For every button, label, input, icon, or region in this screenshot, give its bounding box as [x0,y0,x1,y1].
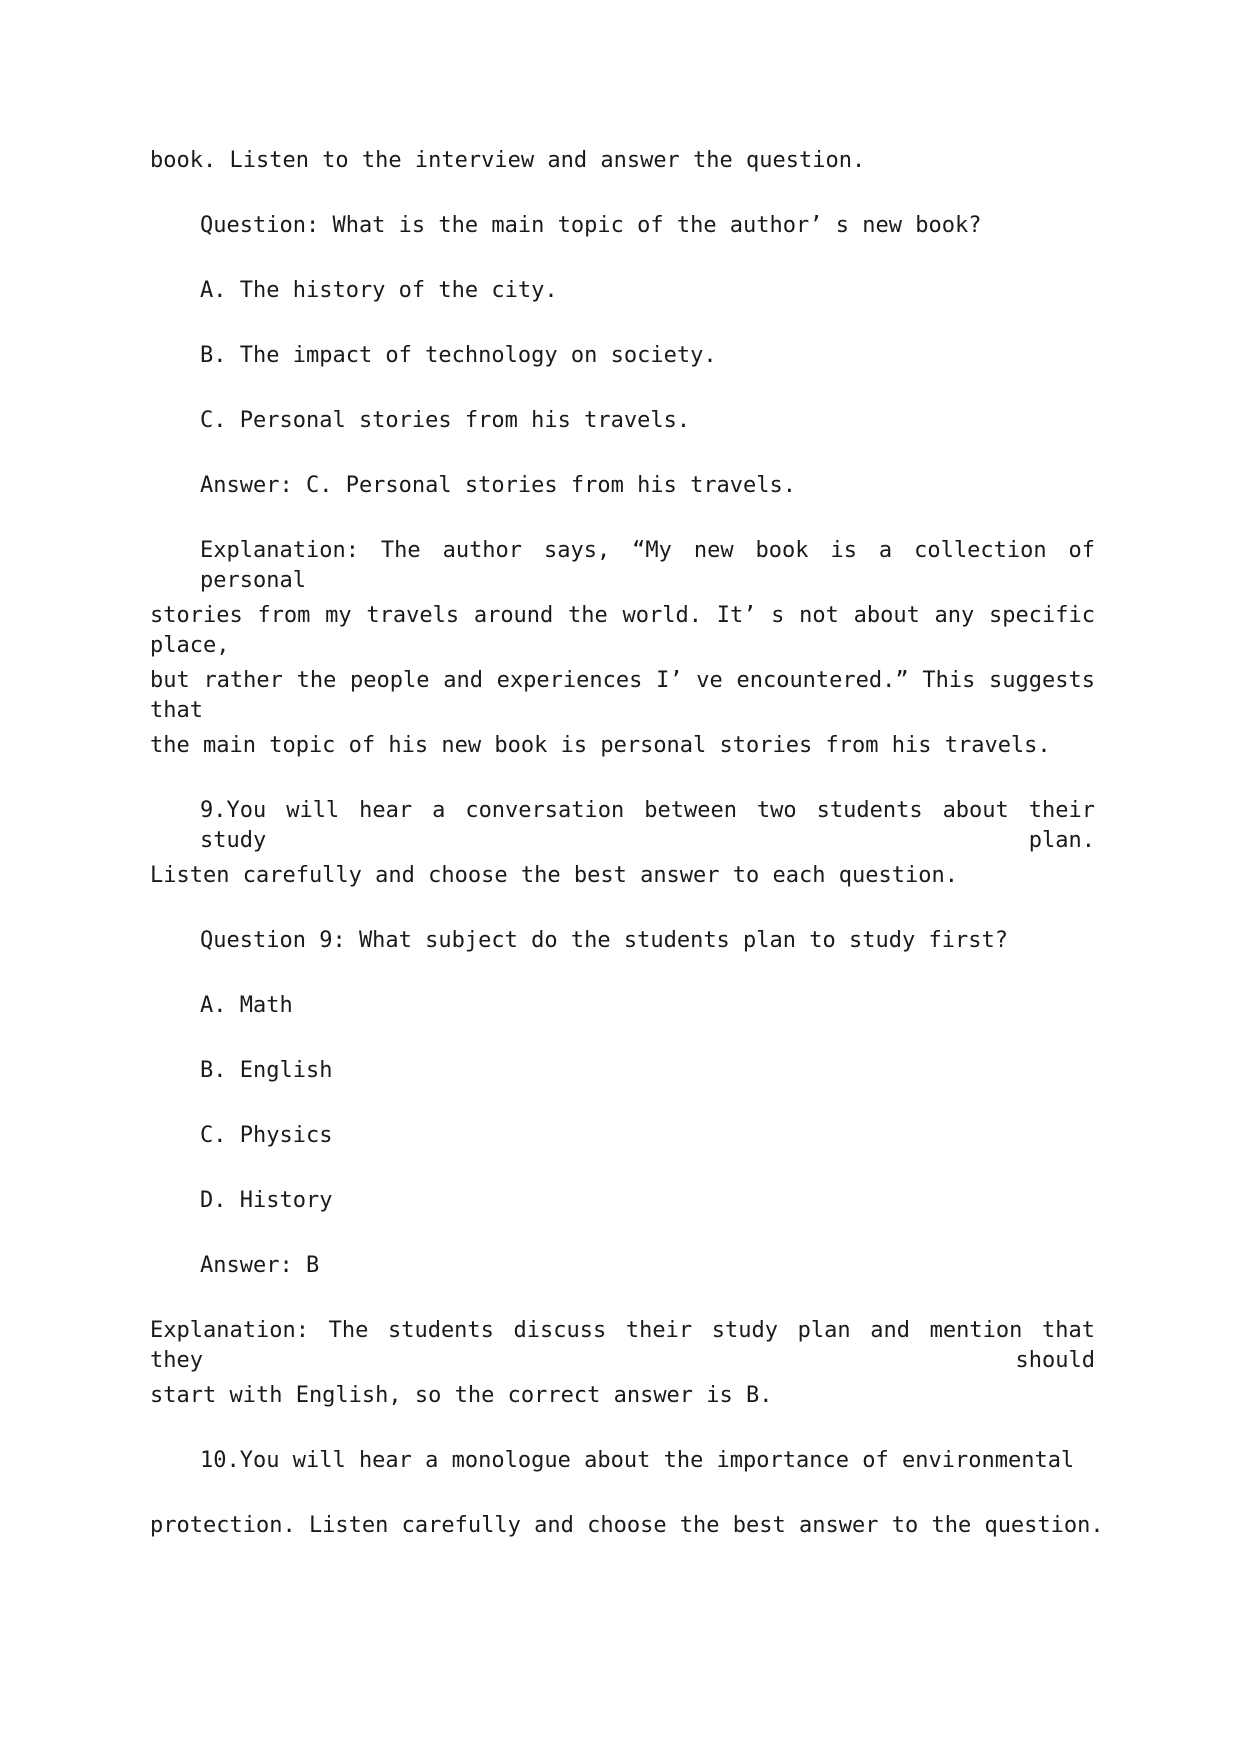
paragraph-line: book. Listen to the interview and answer the question. [150,148,866,173]
answer-text: Answer: B [200,1253,320,1278]
explanation-line: but rather the people and experiences I’ ve encountered.” This suggests that [150,668,1095,723]
answer-text: Answer: C. Personal stories from his travels. [200,473,797,498]
option-a: A. Math [200,993,293,1018]
option-b: B. English [200,1058,333,1083]
document-body [150,146,1104,1576]
explanation-line: stories from my travels around the world. It’ s not about any specific place, [150,603,1095,658]
explanation-line: Explanation: The author says, “My new book is a collection of personal [200,538,1095,593]
question-9-intro: Listen carefully and choose the best answer to each question. [150,863,958,888]
option-b: B. The impact of technology on society. [200,343,717,368]
question-9-text: Question 9: What subject do the students plan to study first? [200,928,1008,953]
explanation-line: start with English, so the correct answer is B. [150,1383,773,1408]
question-10-intro: 10.You will hear a monologue about the importance of environmental [200,1448,1075,1473]
question-9-intro: 9.You will hear a conversation between two students about their study plan. [200,798,1095,853]
question-text: Question: What is the main topic of the author’ s new book? [200,213,982,238]
option-c: C. Physics [200,1123,333,1148]
explanation-line: the main topic of his new book is personal stories from his travels. [150,733,1051,758]
option-c: C. Personal stories from his travels. [200,408,691,433]
option-d: D. History [200,1188,333,1213]
explanation-line: Explanation: The students discuss their study plan and mention that they should [150,1318,1095,1373]
option-a: A. The history of the city. [200,278,558,303]
question-10-intro: protection. Listen carefully and choose the best answer to the question. [150,1513,1104,1538]
